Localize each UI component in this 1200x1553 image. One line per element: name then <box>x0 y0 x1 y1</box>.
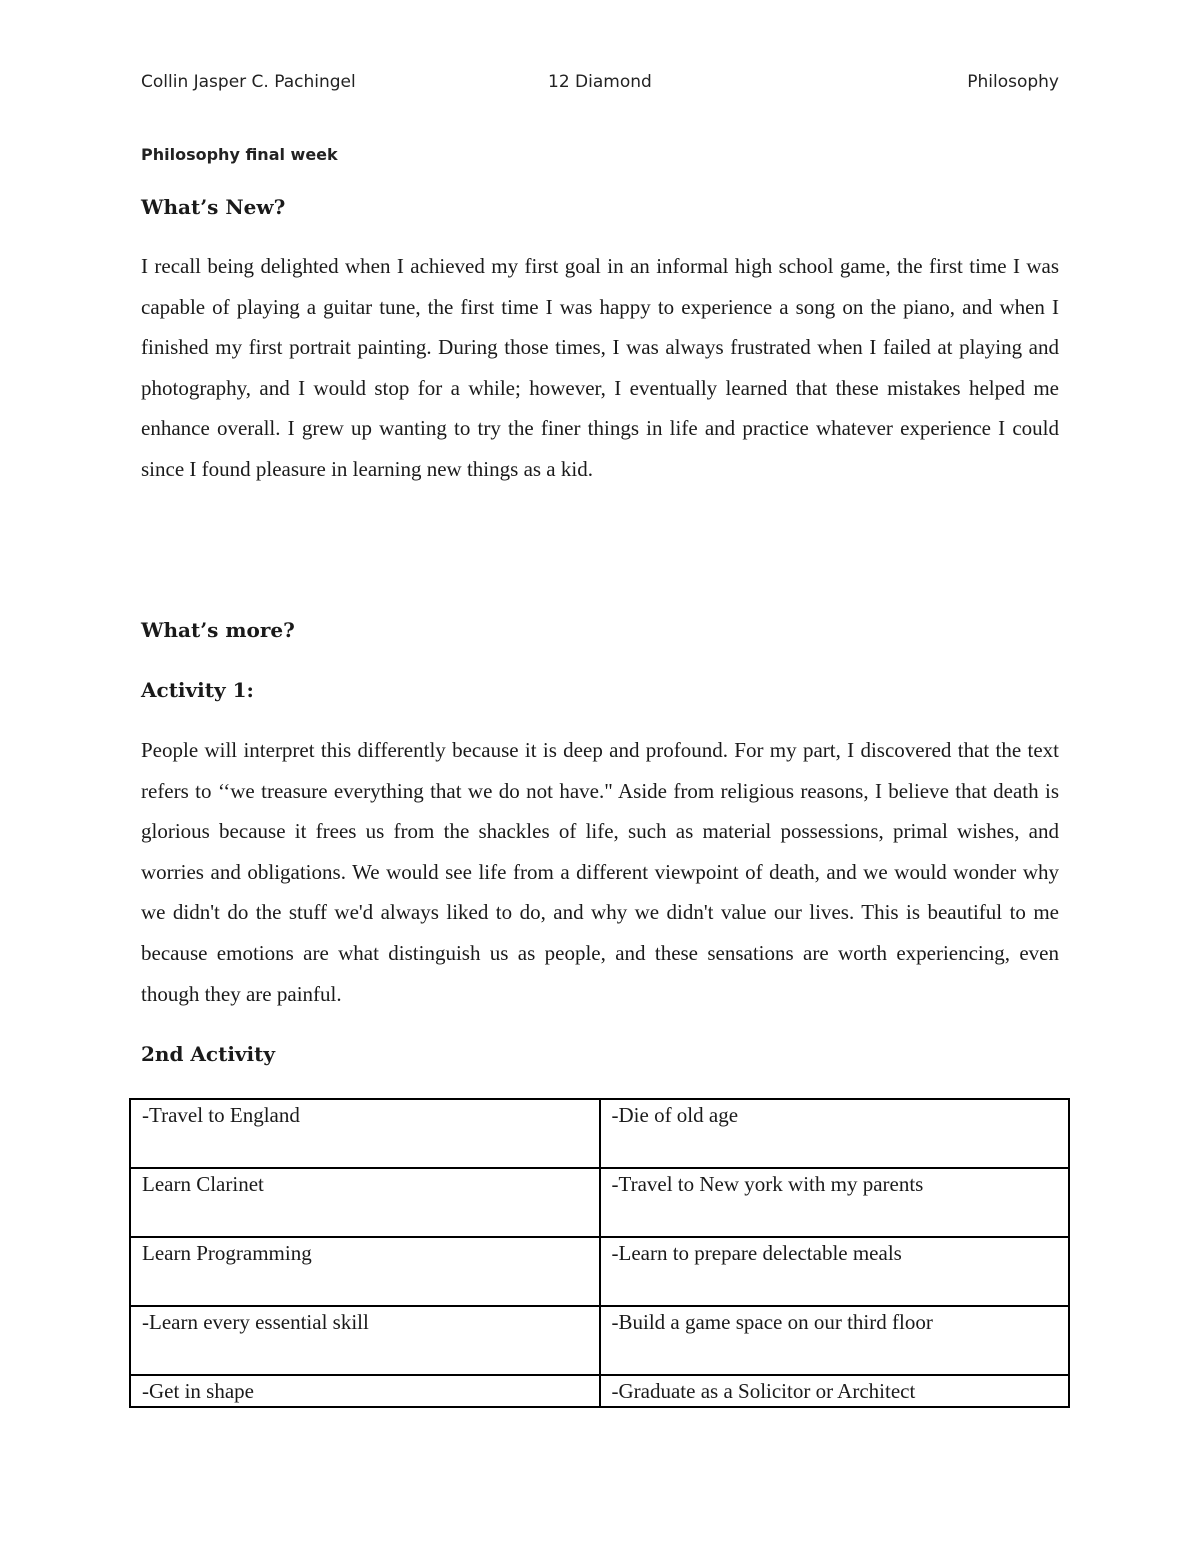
whats-new-heading: What’s New? <box>141 195 286 219</box>
activity-2-heading: 2nd Activity <box>141 1042 276 1066</box>
table-cell: Learn Programming <box>130 1237 600 1306</box>
table-row <box>130 1099 1069 1168</box>
table-row <box>130 1237 1069 1306</box>
whats-new-paragraph: I recall being delighted when I achieved my first goal in an informal high school game, the first time I was capable of playing a guitar tune, the first time I was happy to experience a song on the piano, and when I finished my first portrait painting. During those times, I was always frustrated when I failed at playing and photography, and I would stop for a while; however, I eventually learned that these mistakes helped me enhance overall. I grew up wanting to try the finer things in life and practice whatever experience I could since I found pleasure in learning new things as a kid. <box>141 254 1059 481</box>
document-title: Philosophy final week <box>141 145 338 164</box>
section-name: 12 Diamond <box>548 72 652 92</box>
subject-name: Philosophy <box>967 72 1059 92</box>
table-row <box>130 1168 1069 1237</box>
activity-1-paragraph: People will interpret this differently because it is deep and profound. For my part, I discovered that the text refers to ‘‘we treasure everything that we do not have." Aside from religious reasons, I believe that death is glorious because it frees us from the shackles of life, such as material possessions, primal wishes, and worries and obligations. We would see life from a different viewpoint of death, and we would wonder why we didn't do the stuff we'd always liked to do, and why we didn't value our lives. This is beautiful to me because emotions are what distinguish us as people, and these sensations are worth experiencing, even though they are painful. <box>141 738 1059 1006</box>
table-row <box>130 1306 1069 1375</box>
table-cell: -Learn every essential skill <box>130 1306 600 1375</box>
table-cell: -Get in shape <box>130 1375 600 1407</box>
table-cell: -Travel to England <box>130 1099 600 1168</box>
table-cell: -Graduate as a Solicitor or Architect <box>600 1375 1070 1407</box>
table-cell: -Die of old age <box>600 1099 1070 1168</box>
whats-more-heading: What’s more? <box>141 618 295 642</box>
table-cell: Learn Clarinet <box>130 1168 600 1237</box>
table-cell: -Travel to New york with my parents <box>600 1168 1070 1237</box>
activity-1-heading: Activity 1: <box>141 678 254 702</box>
table-row <box>130 1375 1069 1407</box>
table-cell: -Build a game space on our third floor <box>600 1306 1070 1375</box>
student-name: Collin Jasper C. Pachingel <box>141 72 356 92</box>
table-cell: -Learn to prepare delectable meals <box>600 1237 1070 1306</box>
wish-list-table <box>129 1098 1070 1408</box>
page-header <box>141 72 1059 98</box>
